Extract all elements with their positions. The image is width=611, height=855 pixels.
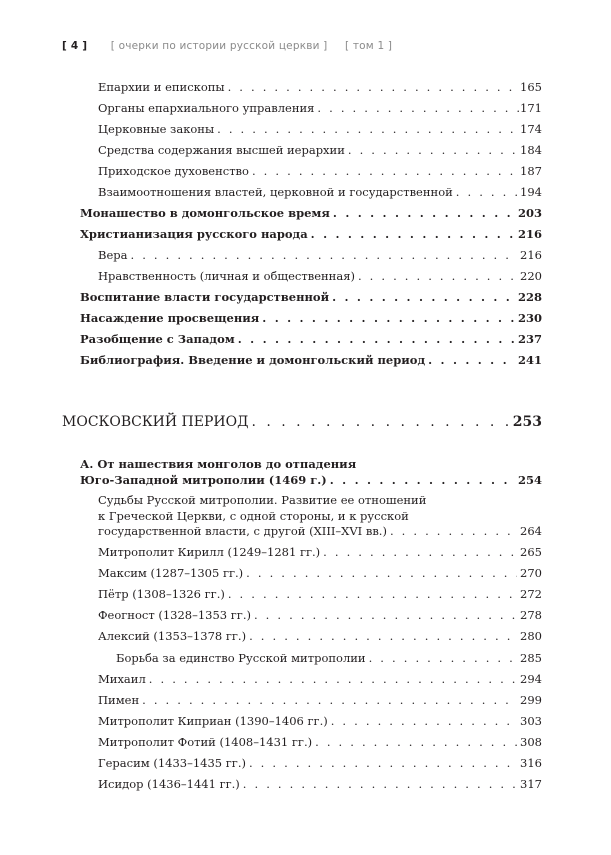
subsection-heading: [80, 457, 542, 488]
running-header: [62, 40, 392, 52]
subsection-line-2-row: [80, 473, 542, 489]
leader-dots: [358, 269, 517, 283]
toc-entry-page: 174: [520, 122, 542, 136]
toc-entry-page: 228: [517, 290, 542, 304]
leader-dots: [348, 143, 517, 157]
toc-entry-title: Взаимоотношения властей, церковной и государственной: [98, 185, 453, 199]
header-volume: [ том 1 ]: [345, 40, 393, 52]
leader-dots: [246, 566, 517, 580]
entry-line-1: Судьбы Русской митрополии. Развитие ее отношений: [98, 493, 427, 507]
toc-entry-title: Вера: [98, 248, 128, 262]
toc-entry: [98, 756, 542, 770]
toc-entry-page: 216: [517, 227, 542, 241]
leader-dots: [228, 80, 517, 94]
toc-entry: [80, 227, 542, 241]
leader-dots: [456, 185, 517, 199]
toc-entry-page: 203: [517, 206, 542, 220]
toc-entry-title: Борьба за единство Русской митрополии: [116, 651, 366, 665]
toc-entry: [98, 164, 542, 178]
leader-dots: [333, 206, 515, 220]
leader-dots: [249, 629, 517, 643]
toc-entry-page: 184: [520, 143, 542, 157]
toc-entry-title: Максим (1287–1305 гг.): [98, 566, 244, 580]
toc-entry-multiline: [98, 493, 542, 540]
toc-entry-page: 278: [520, 608, 542, 622]
toc-entry: [80, 332, 542, 346]
toc-entry-page: 220: [520, 269, 542, 283]
toc-entry: [98, 608, 542, 622]
toc-entry-title: Митрополит Кирилл (1249–1281 гг.): [98, 545, 321, 559]
toc-entry-page: 270: [520, 566, 542, 580]
leader-dots: [238, 332, 515, 346]
toc-entry-title: Приходское духовенство: [98, 164, 249, 178]
toc-entry-title: Монашество в домонгольское время: [80, 206, 330, 220]
leader-dots: [317, 101, 513, 115]
toc-entry-page: 230: [517, 311, 542, 325]
entry-line-3: государственной власти, с другой (XIII–XVI вв.): [98, 524, 387, 538]
leader-dots: [228, 587, 517, 601]
toc-entry: [98, 672, 542, 686]
toc-entry: [80, 206, 542, 220]
leader-dots: [369, 651, 517, 665]
leader-dots: [252, 164, 517, 178]
section-title: МОСКОВСКИЙ ПЕРИОД: [62, 414, 249, 430]
toc-entry-page: 285: [520, 651, 542, 665]
leader-dots: [323, 545, 517, 559]
toc-entry-page: 280: [520, 629, 542, 643]
toc-entry-title: Воспитание власти государственной: [80, 290, 330, 304]
toc-entry-title: Органы епархиального управления: [98, 101, 315, 115]
toc-entry: [80, 353, 542, 367]
toc-entry-title: Церковные законы: [98, 122, 215, 136]
toc-entry-page: 303: [520, 714, 542, 728]
header-page-number: [ 4 ]: [62, 40, 88, 52]
toc-entry-title: Пимен: [98, 693, 140, 707]
toc-entry-title: Михаил: [98, 672, 146, 686]
toc-entry: [98, 545, 542, 559]
toc-entry-title: Алексий (1353–1378 гг.): [98, 629, 247, 643]
toc-entry-page: 241: [517, 353, 542, 367]
leader-dots: [428, 353, 515, 367]
leader-dots: [331, 714, 517, 728]
toc-entry-page: 316: [520, 756, 542, 770]
toc-entry: [80, 311, 542, 325]
toc-entry: [98, 122, 542, 136]
leader-dots: [262, 311, 515, 325]
leader-dots: [149, 672, 517, 686]
toc-entry-title: Епархии и епископы: [98, 80, 225, 94]
toc-entry-page: 299: [520, 693, 542, 707]
toc-entry-page: 237: [517, 332, 542, 346]
leader-dots: [249, 756, 517, 770]
toc-entry-page: 187: [520, 164, 542, 178]
leader-dots: [330, 473, 515, 489]
leader-dots: [243, 777, 517, 791]
subsection-line-2: Юго-Западной митрополии (1469 г.): [80, 472, 327, 487]
subsection-line-1: А. От нашествия монголов до отпадения: [80, 457, 357, 471]
toc-entry: [80, 290, 542, 304]
toc-entry-page: 272: [520, 587, 542, 601]
leader-dots: [311, 227, 515, 241]
leader-dots: [390, 524, 517, 540]
toc-entry-title: Христианизация русского народа: [80, 227, 308, 241]
subsection-page: 254: [517, 472, 542, 487]
toc-entry-title: Насаждение просвещения: [80, 311, 260, 325]
leader-dots: [217, 122, 517, 136]
toc-entry: [98, 101, 542, 115]
toc-entry: [98, 693, 542, 707]
toc-entry: [98, 735, 542, 749]
toc-entry-title: Герасим (1433–1435 гг.): [98, 756, 246, 770]
header-book-title: [ очерки по истории русской церкви ]: [110, 40, 328, 52]
toc-entry-page: 308: [520, 735, 542, 749]
toc-entry: [98, 80, 542, 94]
toc-entry-page: 194: [520, 185, 542, 199]
toc-entry-title: Митрополит Киприан (1390–1406 гг.): [98, 714, 328, 728]
toc-entry: [98, 629, 542, 643]
toc-entry-page: .171: [516, 101, 542, 115]
toc-entry: [98, 714, 542, 728]
toc-entry: [98, 777, 542, 791]
section-heading: [62, 414, 542, 430]
toc-entry: [98, 566, 542, 580]
toc-entry: [98, 269, 542, 283]
section-page: 253: [512, 414, 542, 430]
toc-entry-title: Средства содержания высшей иерархии: [98, 143, 345, 157]
toc-entry: [98, 587, 542, 601]
toc-entry-title: Пётр (1308–1326 гг.): [98, 587, 225, 601]
toc-entry: [98, 143, 542, 157]
leader-dots: [315, 735, 517, 749]
toc-entry-title: Феогност (1328–1353 гг.): [98, 608, 251, 622]
entry-line-2: к Греческой Церкви, с одной стороны, и к русской: [98, 508, 409, 523]
toc-entry-page: 216: [520, 248, 542, 262]
toc-entry-page: 294: [520, 672, 542, 686]
leader-dots: [142, 693, 517, 707]
leader-dots: [332, 290, 515, 304]
toc-entry-title: Митрополит Фотий (1408–1431 гг.): [98, 735, 313, 749]
toc-entry-title: Разобщение с Западом: [80, 332, 235, 346]
toc-entry-title: Нравственность (личная и общественная): [98, 269, 355, 283]
toc-entry: [116, 651, 542, 665]
leader-dots: [254, 608, 517, 622]
toc-entry-title: Исидор (1436–1441 гг.): [98, 777, 240, 791]
toc-entry-page: 317: [520, 777, 542, 791]
toc-entry-page: 165: [520, 80, 542, 94]
toc-entry-title: Библиография. Введение и домонгольский период: [80, 353, 426, 367]
toc-entry-page: 265: [520, 545, 542, 559]
toc-entry-page: 264: [520, 524, 542, 538]
toc-entry: [98, 248, 542, 262]
entry-line-3-row: [98, 524, 542, 540]
leader-dots: [130, 248, 517, 262]
leader-dots: [251, 414, 509, 430]
toc-entry: [98, 185, 542, 199]
